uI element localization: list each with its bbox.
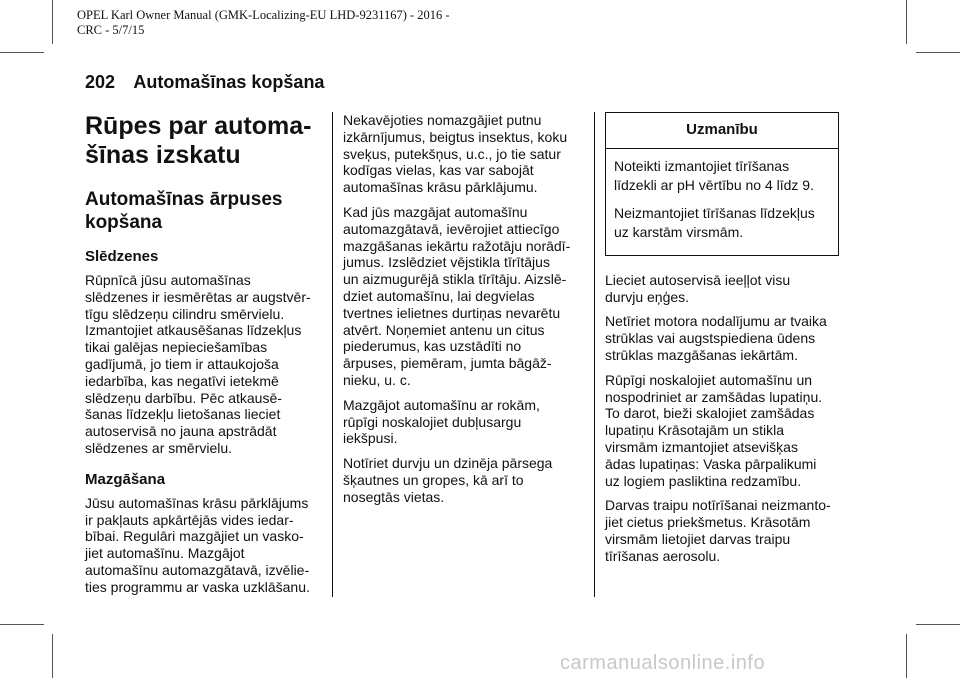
subsection-heading-locks: Slēdzenes: [85, 248, 159, 265]
crop-mark: [0, 624, 44, 625]
paragraph: Rūpīgi noskalojiet automašīnu un nospodriniet ar zamšādas lupatiņu. To darot, bieži skalojiet zamšādas lupatiņu Krāsotajām un stikla virsmām izmantojiet atsevišķas ādas lupatiņas: Vaska pārpalikumi uz logiem pasliktina redzamību.: [605, 371, 823, 489]
washing-paragraph: Jūsu automašīnas krāsu pārklājums ir pakļauts apkārtējās vides iedar- bībai. Regulāri mazgājiet un vasko- jiet automašīnu. Mazgājot automašīnu automazgātavā, izvēlie- ties programmu ar vaska uzklāšanu.: [85, 494, 310, 595]
column-right: [605, 112, 845, 573]
paragraph: Darvas traipu notīrīšanai neizmanto- jiet cietus priekšmetus. Krāsotām virsmām lietojiet darvas traipu tīrīšanas aerosolu.: [605, 497, 831, 564]
crop-mark: [52, 634, 53, 678]
column-middle: [343, 112, 583, 514]
crop-mark: [906, 0, 907, 44]
crop-mark: [906, 634, 907, 678]
crop-mark: [916, 52, 960, 53]
subsection-heading-washing: Mazgāšana: [85, 470, 166, 488]
column-left: [85, 112, 331, 604]
paragraph: Notīriet durvju un dzinēja pārsega šķautnes un gropes, kā arī to nosegtās vietas.: [343, 455, 553, 505]
page-number: 202: [85, 72, 116, 92]
crop-mark: [0, 52, 44, 53]
caution-title: Uzmanību: [606, 113, 838, 149]
crop-mark: [916, 624, 960, 625]
paragraph: Lieciet autoservisā ieeļļot visu durvju eņģes.: [605, 271, 791, 305]
chapter-title: Rūpes par automa- šīnas izskatu: [85, 112, 312, 169]
caution-body: [606, 149, 838, 255]
crop-mark: [52, 0, 53, 44]
document-meta: OPEL Karl Owner Manual (GMK-Localizing-EU LHD-9231167) - 2016 - CRC - 5/7/15: [77, 8, 450, 37]
column-divider: [332, 112, 333, 597]
column-divider: [594, 112, 595, 597]
paragraph: Nekavējoties nomazgājiet putnu izkārnījumus, beigtus insektus, koku sveķus, putekšņus, u.c., jo tie satur kodīgas vielas, kas var sabojāt automašīnas krāsu pārklājumu.: [343, 112, 568, 196]
caution-paragraph: Neizmantojiet tīrīšanas līdzekļus uz karstām virsmām.: [614, 204, 815, 240]
caution-box: [605, 112, 839, 256]
watermark: carmanualsonline.info: [560, 652, 766, 674]
paragraph: Netīriet motora nodalījumu ar tvaika strūklas vai augstspiediena ūdens strūklas mazgāšanas iekārtām.: [605, 313, 827, 363]
section-title: Automašīnas kopšana: [133, 72, 325, 92]
paragraph: Kad jūs mazgājat automašīnu automazgātavā, ievērojiet attiecīgo mazgāšanas iekārtu ražotāju norādī- jumus. Izslēdziet vējstikla tīrītājus un aizmugurējā stikla tīrītāju. Aizslē- dziet automašīnu, lai degvielas tvertnes ielietnes durtiņas nevarētu atvērt. Noņemiet antenu un citus piederumus, kas uzstādīti no ārpuses, piemēram, jumta bāgāž- nieku, u. c.: [343, 203, 571, 388]
paragraph: Mazgājot automašīnu ar rokām, rūpīgi noskalojiet dubļusargu iekšpusi.: [343, 396, 540, 447]
section-heading: Automašīnas ārpuses kopšana: [85, 189, 283, 233]
caution-paragraph: Noteikti izmantojiet tīrīšanas līdzekli ar pH vērtību no 4 līdz 9.: [614, 157, 814, 193]
locks-paragraph: Rūpnīcā jūsu automašīnas slēdzenes ir iesmērētas ar augstvēr- tīgu slēdzeņu cilindru smērvielu. Izmantojiet atkausēšanas līdzekļus tikai galējas nepieciešamības gadījumā, jo tiem ir attaukojoša iedarbība, kas negatīvi ietekmē slēdzeņu darbību. Pēc atkausē- šanas līdzekļu lietošanas lieciet autoservisā no jauna apstrādāt slēdzenes ar smērvielu.: [85, 272, 311, 456]
page-header: [85, 72, 324, 93]
